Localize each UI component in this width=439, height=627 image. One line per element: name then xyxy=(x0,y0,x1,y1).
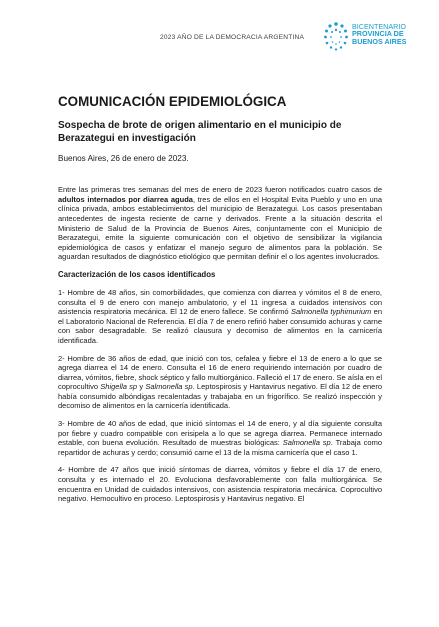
case-3-text-1: 3- Hombre de 40 años de edad, que inició síntomas el 14 de enero, y al día siguiente consulta por fiebre y cuadro compatible con erisipela a lo que se agrega diarrea. Permanece internado estable, con buena evolución. Resultado de muestras biológicas: xyxy=(58,419,382,448)
intro-paragraph xyxy=(58,185,382,262)
case-3-paragraph xyxy=(58,419,382,457)
case-2-text-2: . Leptospirosis y Hantavirus negativo. El día 12 de enero había consumido albóndigas recalentadas y trabajaba en un frigorífico. Se realizó inspección y decomiso de alimentos en la carnicería identificada. xyxy=(58,382,383,411)
intro-text-2: , tres de ellos en el Hospital Evita Pueblo y uno en una clínica privada, ambos establecimientos del municipio de Berazategui. Los casos presentaban antecedentes de ingesta reciente de carne y derivados. Frente a la situación descrita el Ministerio de Salud de la Provincia de Buenos Aires, conjuntamente con el Municipio de Berazategui, emite la siguiente comunicación con el objetivo de sensibilizar la vigilancia epidemiológica de casos y enfatizar el manejo seguro de alimentos para la población. Se aguardan resultados de diagnóstico etiológico que permitan definir el o los agentes involucrados. xyxy=(58,194,382,262)
case-2-text-1: 2- Hombre de 36 años de edad, que inició con tos, cefalea y fiebre el 13 de enero a lo que se agrega diarrea el 14 de enero. Consulta el 16 de enero requiriendo internación por cuadro de diarrea, vómitos, fiebre, shock séptico y fallo multiorgánico. Falleció el 17 de enero. Se aísla en el coprocultivo xyxy=(58,353,382,392)
case-1-paragraph xyxy=(58,288,382,346)
logo-line-1: BICENTENARIO xyxy=(352,22,406,31)
document-body xyxy=(58,94,382,504)
case-1-text-1: 1- Hombre de 48 años, sin comorbilidades, que comienza con diarrea y vómitos el 8 de enero, consulta el 9 de enero con manejo ambulatorio, y el 11 ingresa a cuidados intensivos con asistencia respiratoria mecánica. El 12 de enero fallece. Se confirmó xyxy=(58,287,382,317)
case-2-paragraph xyxy=(58,354,382,412)
case-3-italic: Salmonella sp xyxy=(282,438,331,448)
case-2-italic-2: Salmonella sp xyxy=(145,382,193,392)
case-1-italic: Salmonella typhimurium xyxy=(290,307,372,317)
intro-bold-text: adultos internados por diarrea aguda xyxy=(58,194,193,204)
document-date: Buenos Aires, 26 de enero de 2023. xyxy=(58,154,189,164)
bicentenario-logo-icon xyxy=(322,20,350,54)
section-heading: Caracterización de los casos identificados xyxy=(58,269,216,279)
logo-line-3: BUENOS AIRES xyxy=(352,36,407,46)
document-subtitle: Sospecha de brote de origen alimentario en el municipio de Berazategui en investigación xyxy=(58,120,342,144)
case-3-text-2: . Trabaja como repartidor de achuras y cerdo; consumió carne el 13 de la misma carnicería que el caso 1. xyxy=(58,438,383,457)
intro-text-1: Entre las primeras tres semanas del mes de enero de 2023 fueron notificados cuatro casos de xyxy=(58,185,382,195)
document-title: COMUNICACIÓN EPIDEMIOLÓGICA xyxy=(58,94,287,109)
logo-wordmark xyxy=(352,23,406,45)
case-2-text-mid: y xyxy=(137,382,146,392)
page-header xyxy=(0,12,439,60)
case-4-paragraph: 4- Hombre de 47 años que inició síntomas de diarrea, vómitos y fiebre el día 17 de enero, consulta y es internado el 20. Evoluciona desfavorablemente con falla multiorgánica. Se encuentra en Unidad de cuidados intensivos, con asistencia respiratoria mecánica. Coprocultivo negativo. Hemocultivo en proceso. Leptospirosis y Hantavirus negativo. El xyxy=(58,465,382,504)
logo-line-2: PROVINCIA DE xyxy=(352,29,404,39)
header-year-text: 2023 AÑO DE LA DEMOCRACIA ARGENTINA xyxy=(160,34,305,41)
case-1-text-2: en el Laboratorio Nacional de Referencia. El día 7 de enero refirió haber consumido achuras y carne con sabor desagradable. Se realizó clausura y decomiso de alimentos en la carnicería identificada. xyxy=(58,307,382,345)
case-2-italic-1: Shigella sp xyxy=(100,382,138,392)
